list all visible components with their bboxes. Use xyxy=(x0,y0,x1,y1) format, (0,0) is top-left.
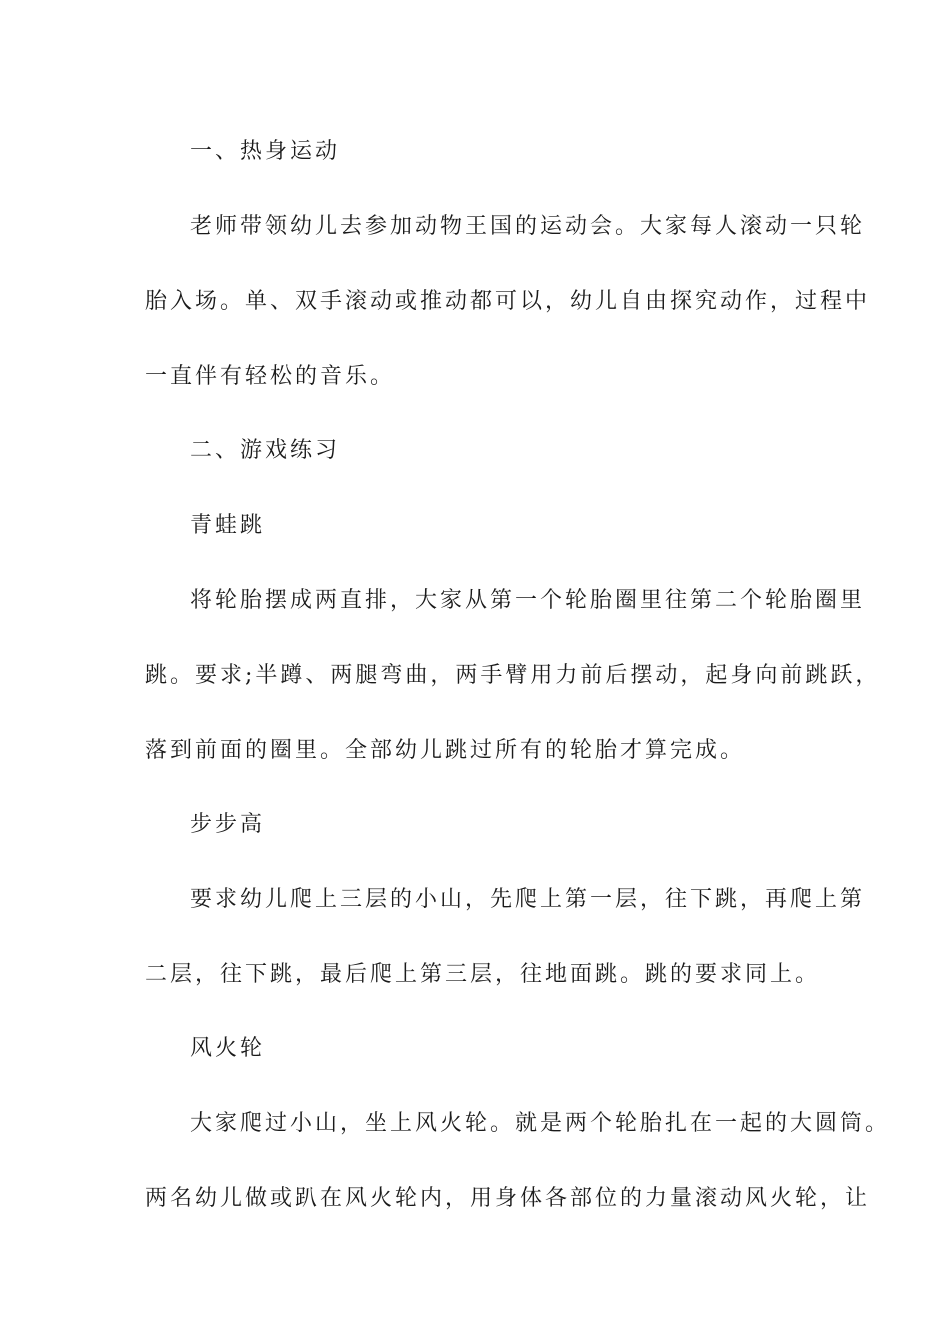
subheading-step-by-step: 步步高 xyxy=(190,812,266,837)
paragraph-line: 将轮胎摆成两直排，大家从第一个轮胎圈里往第二个轮胎圈里 xyxy=(190,588,866,613)
paragraph-line: 大家爬过小山，坐上风火轮。就是两个轮胎扎在一起的大圆筒。 xyxy=(190,1111,891,1136)
paragraph-line: 二层，往下跳，最后爬上第三层，往地面跳。跳的要求同上。 xyxy=(145,962,821,987)
paragraph-line: 老师带领幼儿去参加动物王国的运动会。大家每人滚动一只轮 xyxy=(190,214,866,239)
heading-game-practice: 二、游戏练习 xyxy=(190,438,341,463)
paragraph-line: 胎入场。单、双手滚动或推动都可以，幼儿自由探究动作，过程中 xyxy=(145,289,871,314)
paragraph-line: 要求幼儿爬上三层的小山，先爬上第一层，往下跳，再爬上第 xyxy=(190,887,866,912)
subheading-wind-fire-wheel: 风火轮 xyxy=(190,1036,266,1061)
subheading-frog-jump: 青蛙跳 xyxy=(190,513,266,538)
heading-warmup: 一、热身运动 xyxy=(190,139,341,164)
paragraph-line: 跳。要求;半蹲、两腿弯曲，两手臂用力前后摆动，起身向前跳跃， xyxy=(145,663,881,688)
paragraph-line: 一直伴有轻松的音乐。 xyxy=(145,364,396,389)
paragraph-line: 落到前面的圈里。全部幼儿跳过所有的轮胎才算完成。 xyxy=(145,738,746,763)
paragraph-line: 两名幼儿做或趴在风火轮内，用身体各部位的力量滚动风火轮，让 xyxy=(145,1186,871,1211)
